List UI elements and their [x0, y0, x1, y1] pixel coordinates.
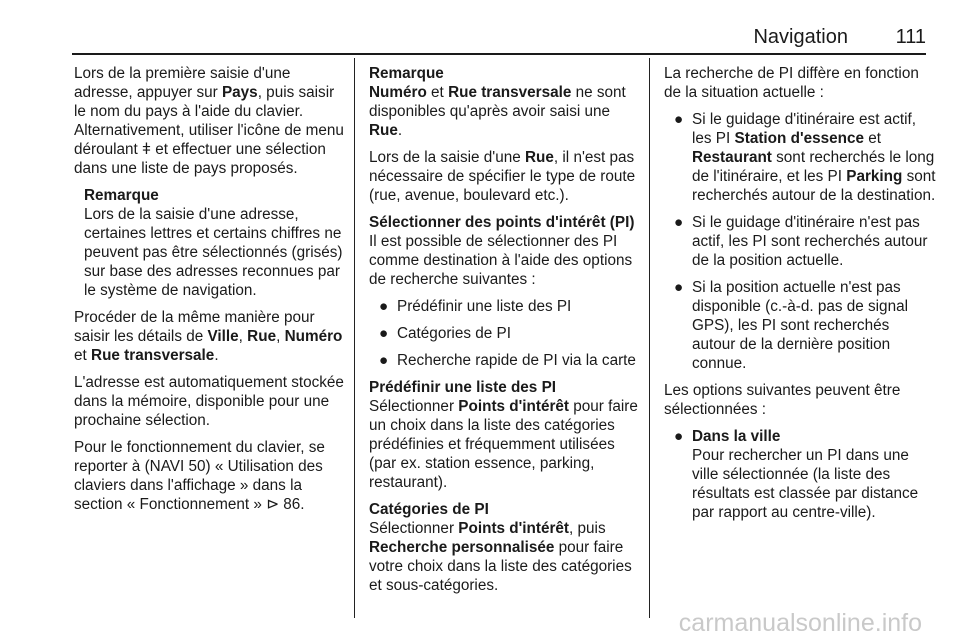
- bullet-icon: ●: [379, 352, 389, 369]
- bold-term: Rue transversale: [91, 347, 215, 364]
- bold-term: Station d'essence: [734, 130, 864, 147]
- watermark: carmanualsonline.info: [678, 609, 922, 637]
- text: Procéder de la même manière pour saisir les détails de: [74, 309, 315, 345]
- bold-term: Ville: [207, 328, 239, 345]
- options-list: [664, 427, 936, 446]
- bold-term: Rue: [247, 328, 277, 345]
- text: et: [74, 347, 92, 364]
- text: , puis saisir le nom du pays à l'aide du clavier. Alternativement, utiliser l'icône de menu déroulant: [74, 84, 344, 158]
- text: Si le guidage d'itinéraire est actif, les PI: [692, 111, 917, 147]
- note-text: [369, 83, 639, 140]
- column-1: [74, 64, 344, 522]
- list-item-text: Recherche rapide de PI via la carte: [397, 352, 636, 369]
- list-item: [664, 110, 936, 205]
- column-2: [369, 64, 639, 603]
- text: .: [397, 122, 403, 139]
- list-item-text: Si la position actuelle n'est pas disponible (c.-à-d. pas de signal GPS), les PI sont recherchés autour de la dernière position connue.: [692, 279, 908, 372]
- paragraph-storage: L'adresse est automatiquement stockée dans la mémoire, disponible pour une prochaine sélection.: [74, 374, 344, 429]
- bullet-icon: ●: [379, 325, 389, 342]
- bullet-icon: ●: [674, 214, 684, 231]
- paragraph-street-type: [369, 148, 639, 205]
- text: , il n'est pas nécessaire de spécifier le type de route (rue, avenue, boulevard etc.).: [369, 149, 636, 204]
- header-rule: [72, 53, 926, 55]
- heading-poi-categories: Catégories de PI: [369, 501, 489, 518]
- section-title: Navigation: [753, 26, 848, 48]
- text: Lors de la première saisie d'une adresse, appuyer sur: [74, 65, 291, 101]
- note-text: Lors de la saisie d'une adresse, certaines lettres et certains chiffres ne peuvent pas être sélectionnés (grisés) sur base des adresses reconnues par le système de navigation.: [84, 206, 343, 299]
- note-title: Remarque: [84, 187, 159, 204]
- note-block: [369, 64, 639, 140]
- column-divider-1: [354, 58, 355, 618]
- text: Pour le fonctionnement du clavier, se reporter à (NAVI 50) « Utilisation des claviers dans l'affichage » dans la section « Fonctionnement »: [74, 439, 325, 513]
- note-block: [84, 186, 344, 300]
- bold-term: Rue transversale: [448, 84, 572, 101]
- list-item: [664, 427, 936, 446]
- text: sont recherchés autour de la destination.: [692, 168, 936, 204]
- page-reference-icon: ⊳: [266, 496, 280, 513]
- option-title: Dans la ville: [692, 428, 781, 445]
- text: Sélectionner: [369, 520, 459, 537]
- bold-term: Numéro: [369, 84, 427, 101]
- bullet-icon: ●: [674, 279, 684, 296]
- paragraph-poi-search: La recherche de PI diffère en fonction de la situation actuelle :: [664, 65, 919, 101]
- column-3: [664, 64, 936, 530]
- paragraph-details: [74, 308, 344, 365]
- paragraph-country-entry: [74, 64, 344, 178]
- text: et: [863, 130, 881, 147]
- list-item: [369, 297, 639, 316]
- text: pour faire votre choix dans la liste des catégories et sous-catégories.: [369, 539, 632, 594]
- page-header: [0, 0, 960, 56]
- bold-term: Restaurant: [692, 149, 772, 166]
- paragraph-keyboard: [74, 438, 344, 514]
- list-item-text: Catégories de PI: [397, 325, 511, 342]
- text: et effectuer une sélection dans une liste de pays proposés.: [74, 141, 326, 177]
- paragraph-poi-options: Il est possible de sélectionner des PI comme destination à l'aide des options de recherche suivantes :: [369, 233, 633, 288]
- text: Lors de la saisie d'une: [369, 149, 525, 166]
- list-item-text: Prédéfinir une liste des PI: [397, 298, 572, 315]
- bold-term: Recherche personnalisée: [369, 539, 555, 556]
- text: ,: [276, 328, 285, 345]
- bullet-icon: ●: [674, 111, 684, 128]
- text: sont recherchés le long de l'itinéraire, et les PI: [692, 149, 935, 185]
- list-item: [664, 278, 936, 373]
- paragraph-options: Les options suivantes peuvent être sélectionnées :: [664, 382, 901, 418]
- text: ,: [238, 328, 248, 345]
- heading-select-poi: Sélectionner des points d'intérêt (PI): [369, 214, 635, 231]
- note-title: Remarque: [369, 65, 444, 82]
- bold-term: Rue: [369, 122, 398, 139]
- list-item: [369, 351, 639, 370]
- heading-predefined-list: Prédéfinir une liste des PI: [369, 379, 557, 396]
- list-item: [369, 324, 639, 343]
- text: pour faire un choix dans la liste des catégories prédéfinies et fréquemment utilisées (par ex. station essence, parking, restaurant).: [369, 398, 638, 491]
- option-description: Pour rechercher un PI dans une ville sélectionnée (la liste des résultats est classée par distance par rapport au centre-ville).: [692, 447, 919, 521]
- list-item: [664, 213, 936, 270]
- bold-term: Numéro: [284, 328, 343, 345]
- text: .: [214, 347, 219, 364]
- text: 86.: [279, 496, 305, 513]
- bold-term: Parking: [846, 168, 903, 185]
- list-item-text: Si le guidage d'itinéraire n'est pas actif, les PI sont recherchés autour de la position actuelle.: [692, 214, 928, 269]
- text: Sélectionner: [369, 398, 459, 415]
- bold-term: Pays: [221, 84, 258, 101]
- column-divider-2: [649, 58, 650, 618]
- bullet-icon: ●: [379, 298, 389, 315]
- bullet-icon: ●: [674, 428, 684, 445]
- paragraph-predefined: [369, 397, 639, 492]
- bold-term: Points d'intérêt: [458, 398, 570, 415]
- bold-term: Points d'intérêt: [458, 520, 570, 537]
- poi-options-list: [369, 297, 639, 370]
- page-number: 111: [895, 26, 926, 48]
- text: et: [426, 84, 449, 101]
- text: ne sont disponibles qu'après avoir saisi une: [369, 84, 626, 120]
- dropdown-menu-icon: ǂ: [142, 141, 151, 158]
- paragraph-categories: [369, 519, 639, 595]
- poi-situation-list: [664, 110, 936, 373]
- text: , puis: [569, 520, 606, 537]
- bold-term: Rue: [525, 149, 554, 166]
